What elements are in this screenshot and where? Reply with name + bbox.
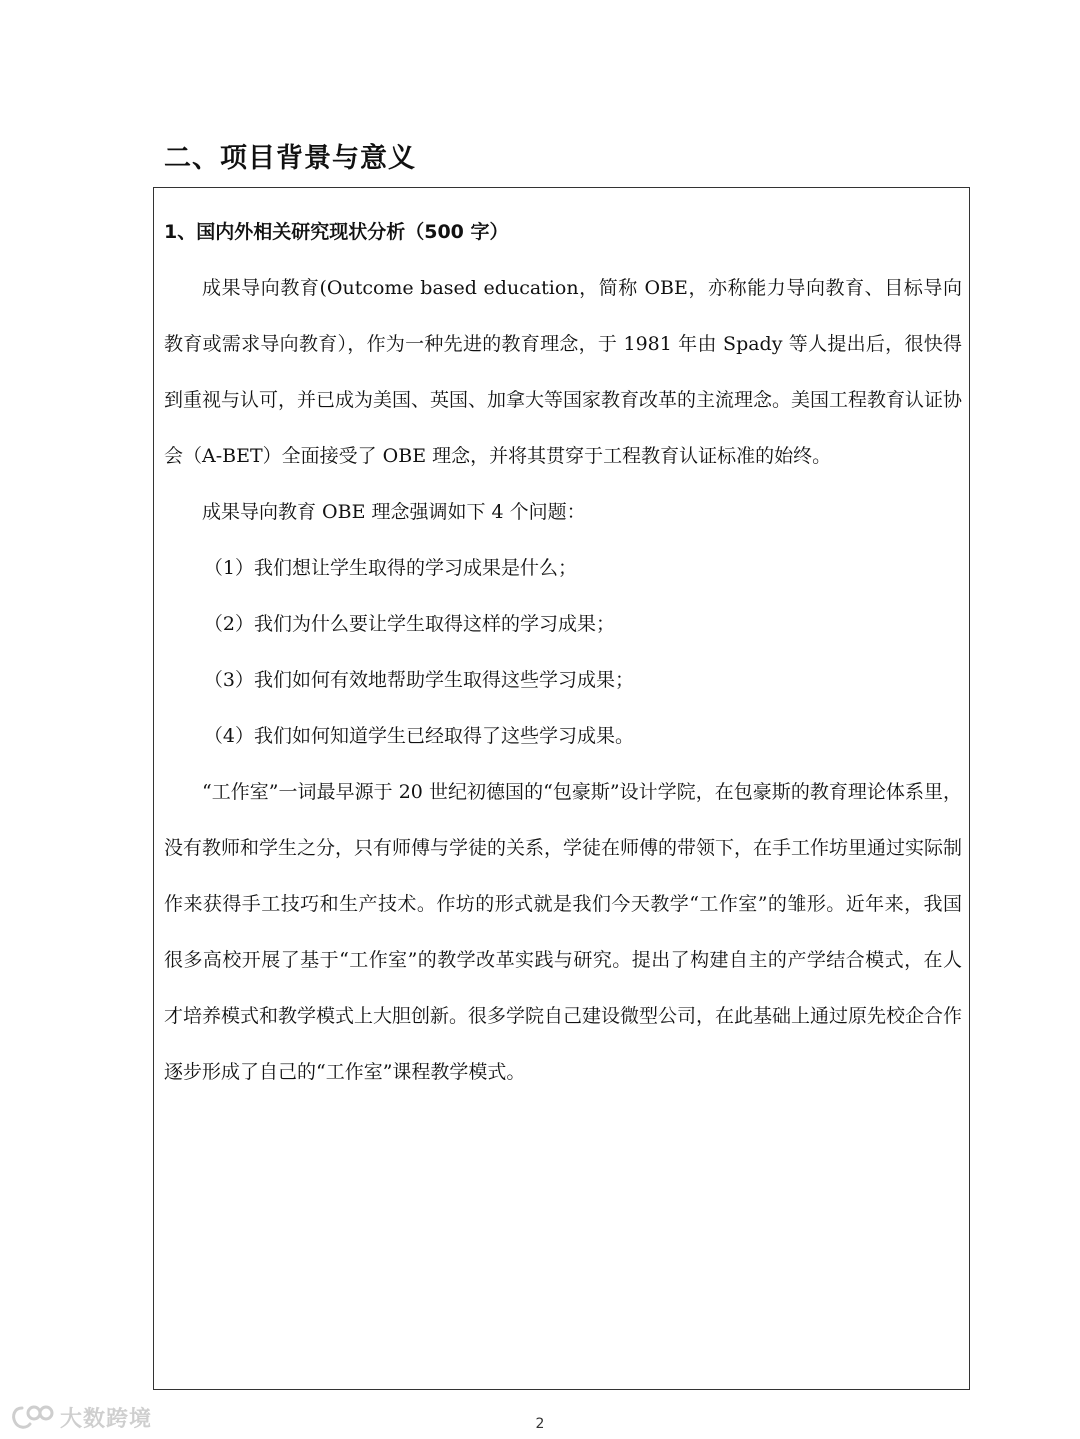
question-item: （4）我们如何知道学生已经取得了这些学习成果。: [203, 725, 634, 747]
section-title: 二、项目背景与意义: [164, 143, 416, 174]
subheading: 1、国内外相关研究现状分析（500 字）: [164, 221, 509, 243]
paragraph-obe-questions-intro: 成果导向教育 OBE 理念强调如下 4 个问题：: [202, 501, 586, 523]
paragraph-obe-intro: 成果导向教育(Outcome based education，简称 OBE，亦称能力导向教育、目标导向教育或需求导向教育），作为一种先进的教育理念，于 1981 年由 Spady 等人提出后，很快得到重视与认可，并已成为美国、英国、加拿大等国家教育改革的主流理念。美国工程教育认证协会（A-BET）全面接受了 OBE 理念，并将其贯穿于工程教育认证标准的始终。: [164, 277, 963, 467]
page-number: 2: [535, 1416, 545, 1432]
question-item: （2）我们为什么要让学生取得这样的学习成果；: [203, 613, 615, 635]
paragraph-studio: “工作室”一词最早源于 20 世纪初德国的“包豪斯”设计学院，在包豪斯的教育理论体系里，没有教师和学生之分，只有师傅与学徒的关系，学徒在师傅的带领下，在手工作坊里通过实际制作来获得手工技巧和生产技术。作坊的形式就是我们今天教学“工作室”的雏形。近年来，我国很多高校开展了基于“工作室”的教学改革实践与研究。提出了构建自主的产学结合模式，在人才培养模式和教学模式上大胆创新。很多学院自己建设微型公司，在此基础上通过原先校企合作逐步形成了自己的“工作室”课程教学模式。: [164, 781, 963, 1083]
brand-logo-icon: [10, 1404, 54, 1432]
watermark: [10, 1402, 152, 1433]
question-item: （3）我们如何有效地帮助学生取得这些学习成果；: [203, 669, 634, 691]
question-item: （1）我们想让学生取得的学习成果是什么；: [203, 557, 577, 579]
content-cell: [164, 204, 962, 1100]
watermark-text: 大数跨境: [60, 1407, 153, 1432]
